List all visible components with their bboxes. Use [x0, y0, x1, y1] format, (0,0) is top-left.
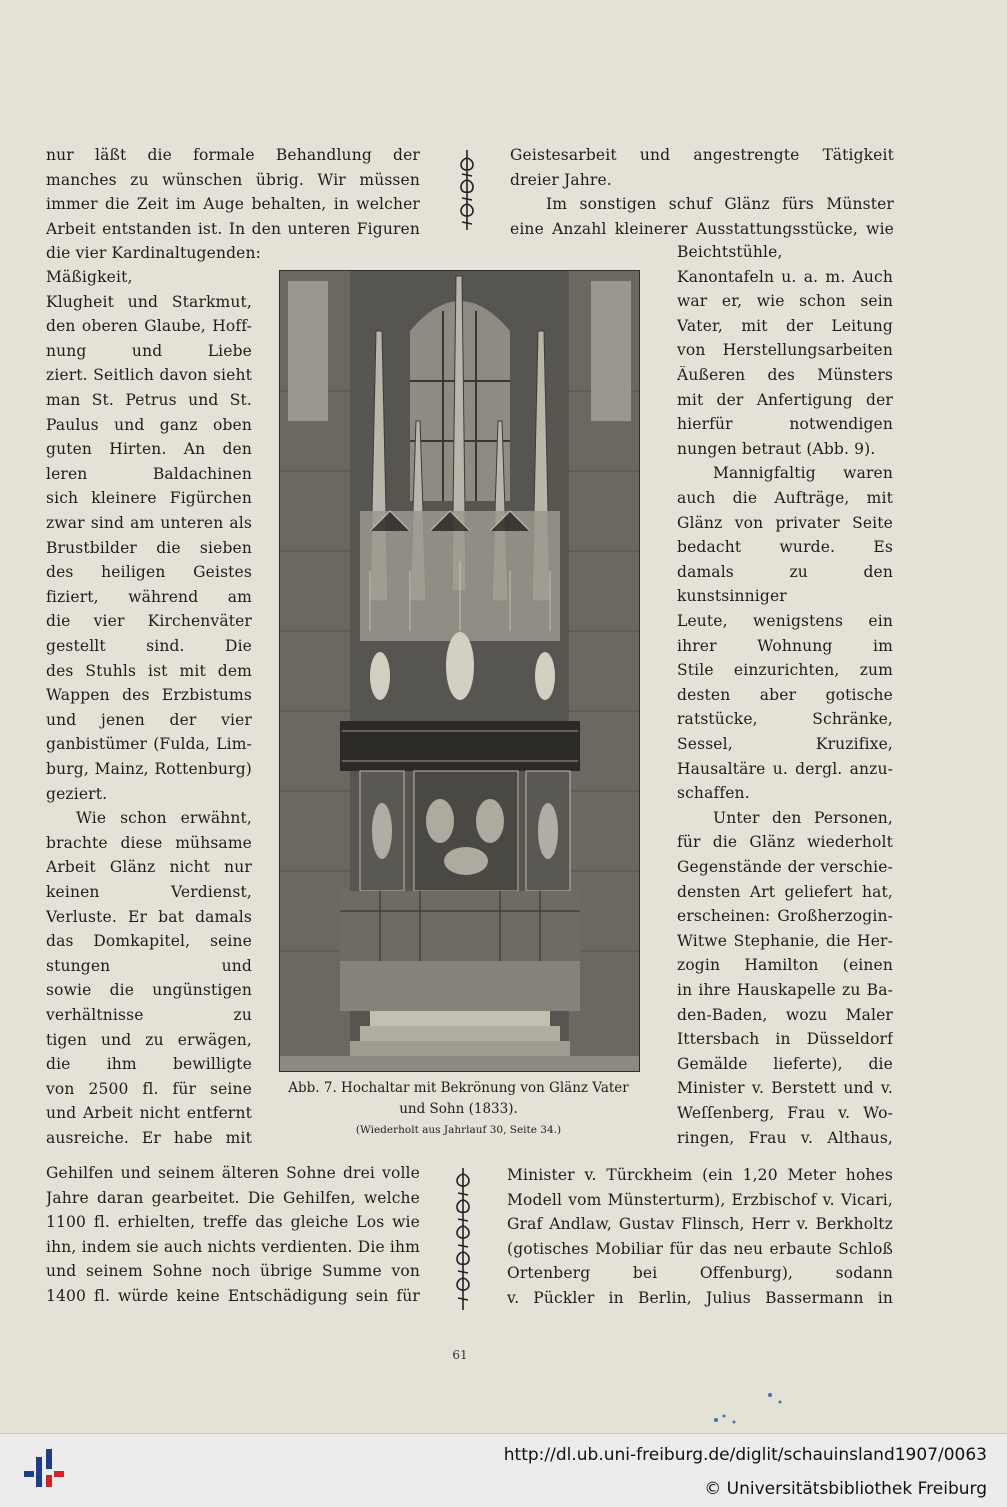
text-line: von Herstellungsarbeiten [677, 341, 893, 360]
text-line: manches zu wünschen übrig. Wir müssen [46, 170, 420, 189]
text-line: Äußeren des Münsters [677, 366, 893, 384]
text-line: 1100 fl. erhielten, treffe das gleiche Los wie [46, 1213, 420, 1232]
text-line: und jenen der vier [46, 710, 252, 729]
text-line: ausreiche. Er habe mit [46, 1129, 252, 1147]
text-line: damals zu den [677, 562, 893, 581]
text-line: kunstsinniger [677, 587, 787, 606]
text-line: dreier Jahre. [510, 170, 612, 189]
text-line: zwar sind am unteren als [46, 514, 252, 532]
text-line: ihn, indem sie auch nichts verdienten. Die ihm [46, 1237, 420, 1256]
text-line: Unter den Personen, [713, 808, 893, 827]
text-line: ratstücke, Schränke, [677, 710, 893, 729]
text-line: ziert. Seitlich davon sieht [46, 366, 252, 385]
text-line: für die Glänz wiederholt [677, 833, 893, 852]
text-line: Paulus und ganz oben [46, 415, 252, 434]
text-line: Gehilfen und seinem älteren Sohne drei volle [46, 1164, 420, 1182]
text-line: Mannigfaltig waren [713, 464, 893, 483]
text-line: nung und Liebe [46, 341, 252, 360]
text-line: Klugheit und Starkmut, [46, 292, 252, 311]
altar-photograph [279, 270, 640, 1072]
ink-marks [700, 1390, 810, 1430]
ub-freiburg-logo-icon [22, 1445, 66, 1489]
text-line: Wie schon erwähnt, [76, 809, 252, 828]
text-line: Gemälde lieferte), die [677, 1054, 893, 1073]
text-line: des Stuhls ist mit dem [46, 661, 252, 680]
text-line: stungen und [46, 956, 252, 975]
text-line: bedacht wurde. Es [677, 538, 893, 557]
text-line: Modell vom Münsterturm), Erzbischof v. Vicari, [507, 1190, 893, 1209]
footer-bar [0, 1433, 1007, 1507]
text-line: Wappen des Erzbistums [46, 686, 252, 705]
text-line: Ortenberg bei Offenburg), sodann [507, 1264, 893, 1283]
text-line: 1400 fl. würde keine Entschädigung sein für [46, 1287, 420, 1305]
text-line: (gotisches Mobiliar für das neu erbaute Schloß [507, 1239, 893, 1258]
source-url-link[interactable]: http://dl.ub.uni-freiburg.de/diglit/schauinsland1907/0063 [503, 1445, 987, 1465]
text-line: immer die Zeit im Auge behalten, in welcher [46, 195, 420, 214]
text-line: sich kleinere Figürchen [46, 489, 252, 508]
text-line: Leute, wenigstens ein [677, 612, 893, 630]
text-line: ringen, Frau v. Althaus, [677, 1128, 893, 1147]
vine-ornament-icon [456, 148, 478, 232]
text-line: mit der Anfertigung der [677, 390, 893, 409]
text-line: nungen betraut (Abb. 9). [677, 439, 876, 458]
text-line: erscheinen: Großherzogin- [677, 907, 893, 926]
text-line: Glänz von privater Seite [677, 513, 893, 532]
text-line: das Domkapitel, seine [46, 932, 252, 951]
text-line: Graf Andlaw, Gustav Flinsch, Herr v. Berkholtz [507, 1215, 893, 1234]
text-line: Witwe Stephanie, die Her- [677, 931, 893, 950]
text-line: die vier Kardinaltugenden: [46, 244, 261, 263]
figure-caption-subtitle: und Sohn (1833). [399, 1101, 518, 1117]
text-line: die ihm bewilligte [46, 1055, 252, 1074]
text-line: keinen Verdienst, [46, 883, 252, 901]
text-line: brachte diese mühsame [46, 833, 252, 852]
vine-ornament-icon [452, 1166, 474, 1312]
text-line: guten Hirten. An den [46, 440, 252, 459]
text-line: auch die Aufträge, mit [677, 489, 893, 507]
text-line: war er, wie schon sein [677, 292, 893, 311]
page-number: 61 [452, 1348, 468, 1362]
figure-caption-note: (Wiederholt aus Jahrlauf 30, Seite 34.) [355, 1124, 562, 1136]
text-line: den-Baden, wozu Maler [677, 1005, 893, 1024]
text-line: Brustbilder die sieben [46, 538, 252, 557]
text-line: tigen und zu erwägen, [46, 1030, 252, 1049]
figure-caption-title: Abb. 7. Hochaltar mit Bekrönung von Glänz Vater [288, 1080, 629, 1096]
text-line: und Arbeit nicht entfernt [46, 1104, 252, 1123]
text-line: Geistesarbeit und angestrengte Tätigkeit [510, 146, 894, 164]
text-line: von 2500 fl. für seine [46, 1079, 252, 1098]
text-line: Hausaltäre u. dergl. anzu- [677, 759, 893, 778]
text-line: schaffen. [677, 784, 750, 803]
text-line: Im sonstigen schuf Glänz fürs Münster [546, 195, 894, 214]
text-line: Minister v. Berstett und v. [677, 1079, 893, 1098]
text-line: Sessel, Kruzifixe, [677, 735, 893, 753]
text-line: die vier Kirchenväter [46, 612, 252, 631]
text-line: Ittersbach in Düsseldorf [677, 1030, 893, 1049]
text-line: man St. Petrus und St. [46, 391, 252, 409]
text-line: gestellt sind. Die [46, 637, 252, 655]
text-line: ihrer Wohnung im [677, 636, 893, 655]
text-line: Mäßigkeit, [46, 268, 133, 286]
text-line: Jahre daran gearbeitet. Die Gehilfen, welche [46, 1188, 420, 1207]
text-line: v. Pückler in Berlin, Julius Bassermann in [507, 1289, 893, 1307]
text-line: Minister v. Türckheim (ein 1,20 Meter hohes [507, 1166, 893, 1184]
text-line: Arbeit Glänz nicht nur [46, 858, 252, 877]
text-line: nur läßt die formale Behandlung der [46, 146, 420, 164]
text-line: Gegenstände der verschie- [677, 858, 893, 876]
text-line: eine Anzahl kleinerer Ausstattungsstücke, wie [510, 219, 894, 238]
text-line: leren Baldachinen [46, 464, 252, 483]
text-line: Arbeit entstanden ist. In den unteren Figuren [46, 219, 420, 238]
text-line: und seinem Sohne noch übrige Summe von [46, 1262, 420, 1281]
text-line: Beichtstühle, [677, 243, 783, 261]
text-line: Stile einzurichten, zum [677, 661, 893, 680]
text-line: in ihre Hauskapelle zu Ba- [677, 981, 893, 999]
text-line: des heiligen Geistes [46, 563, 252, 582]
text-line: hierfür notwendigen [677, 415, 893, 434]
text-line: Kanontafeln u. a. m. Auch [677, 267, 893, 286]
text-line: desten aber gotische [677, 685, 893, 704]
text-line: den oberen Glaube, Hoff- [46, 317, 252, 336]
text-line: geziert. [46, 784, 108, 803]
text-line: fiziert, während am [46, 587, 252, 606]
text-line: Vater, mit der Leitung [677, 316, 893, 335]
copyright-notice: © Universitätsbibliothek Freiburg [704, 1479, 987, 1499]
text-line: ganbistümer (Fulda, Lim- [46, 735, 252, 754]
text-line: Verluste. Er bat damals [46, 907, 252, 926]
text-line: sowie die ungünstigen [46, 981, 252, 1000]
text-line: burg, Mainz, Rottenburg) [46, 760, 252, 778]
text-line: densten Art geliefert hat, [677, 882, 893, 901]
text-line: zogin Hamilton (einen [677, 956, 893, 975]
text-line: verhältnisse zu [46, 1006, 252, 1024]
text-line: Weſſenberg, Frau v. Wo- [677, 1104, 893, 1122]
